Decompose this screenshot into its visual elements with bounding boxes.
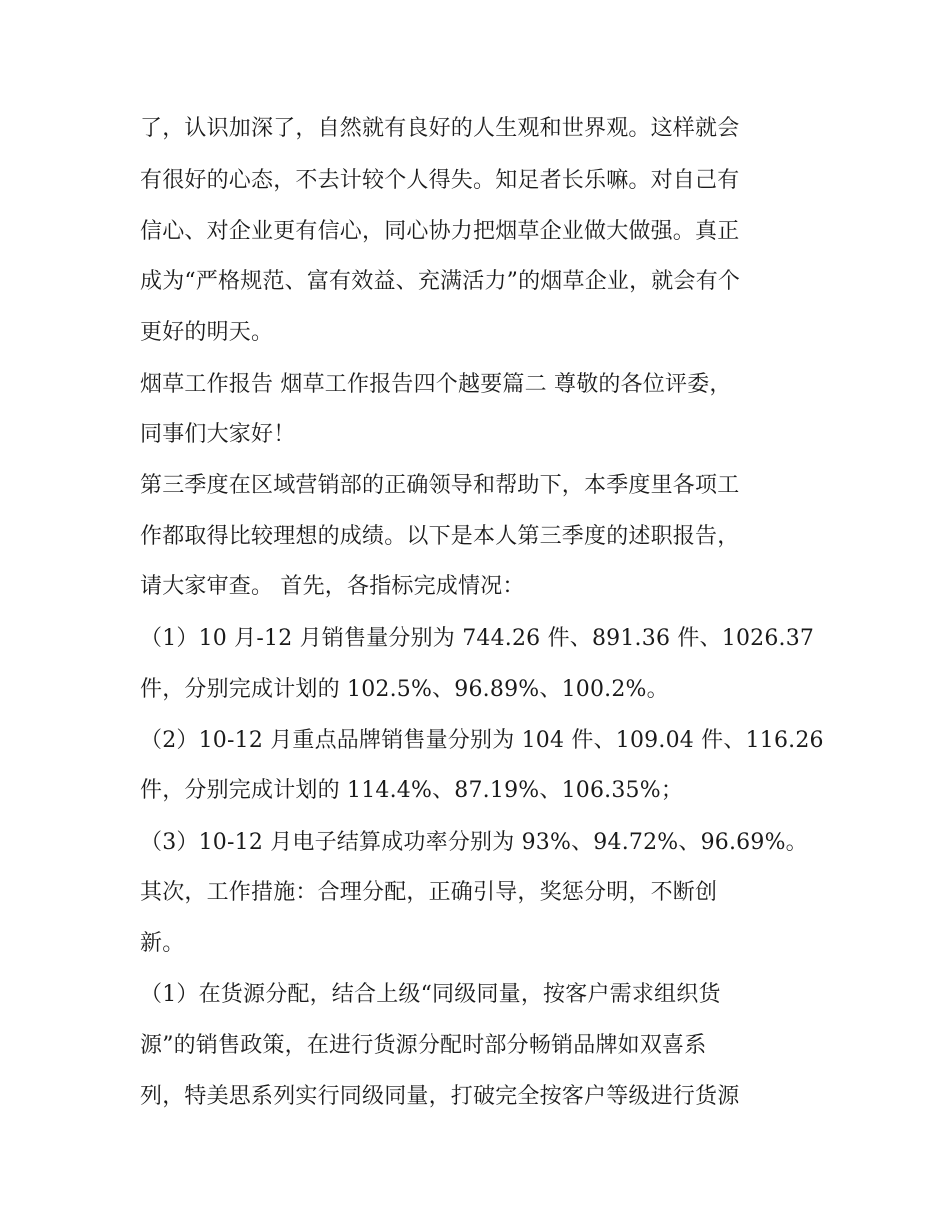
text-line: 列，特美思系列实行同级同量，打破完全按客户等级进行货源: [140, 1084, 740, 1109]
text-line: 同事们大家好！: [140, 422, 296, 447]
text-line: 新。: [140, 931, 185, 956]
text-line: 有很好的心态，不去计较个人得失。知足者长乐嘛。对自己有: [140, 168, 740, 193]
text-line: （1）10 月-12 月销售量分别为 744.26 件、891.36 件、1026.37: [140, 626, 815, 651]
text-line: 第三季度在区域营销部的正确领导和帮助下，本季度里各项工: [140, 473, 740, 498]
text-line: （1）在货源分配，结合上级“同级同量，按客户需求组织货: [140, 982, 721, 1007]
text-line: 成为“严格规范、富有效益、充满活力”的烟草企业，就会有个: [140, 269, 741, 294]
text-line: 件，分别完成计划的 114.4%、87.19%、106.35%；: [140, 778, 684, 803]
text-line: （2）10-12 月重点品牌销售量分别为 104 件、109.04 件、116.26: [140, 728, 824, 753]
text-line: 请大家审查。 首先，各指标完成情况：: [140, 574, 525, 599]
text-line: （3）10-12 月电子结算成功率分别为 93%、94.72%、96.69%。: [140, 830, 808, 855]
text-line: 件，分别完成计划的 102.5%、96.89%、100.2%。: [140, 677, 669, 702]
text-line: 烟草工作报告 烟草工作报告四个越要篇二 尊敬的各位评委，: [140, 372, 732, 397]
text-line: 其次，工作措施：合理分配，正确引导，奖惩分明，不断创: [140, 880, 718, 905]
text-line: 更好的明天。: [140, 320, 274, 345]
text-line: 信心、对企业更有信心，同心协力把烟草企业做大做强。真正: [140, 219, 740, 244]
text-line: 源”的销售政策，在进行货源分配时部分畅销品牌如双喜系: [140, 1033, 707, 1058]
text-line: 作都取得比较理想的成绩。以下是本人第三季度的述职报告，: [140, 524, 740, 549]
text-line: 了，认识加深了，自然就有良好的人生观和世界观。这样就会: [140, 116, 740, 141]
